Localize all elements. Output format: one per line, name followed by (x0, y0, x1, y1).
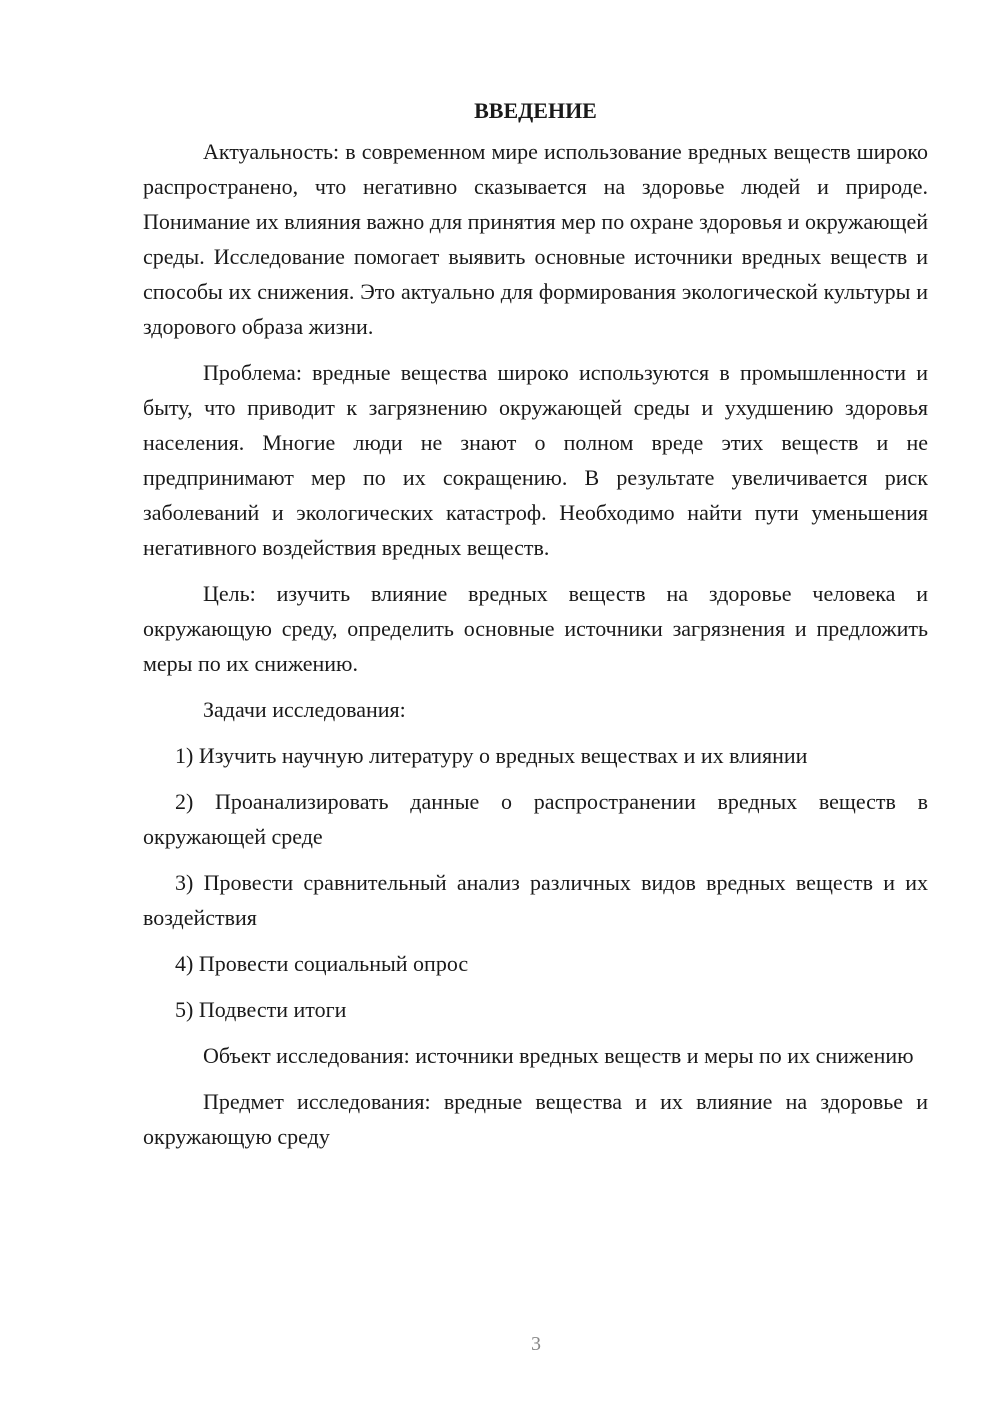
task-item: 2) Проанализировать данные о распространении вредных веществ в окружающей среде (143, 789, 928, 849)
task-item: 4) Провести социальный опрос (175, 951, 469, 976)
tasks-heading: Задачи исследования: (203, 697, 406, 722)
paragraph-goal: Цель: изучить влияние вредных веществ на здоровье человека и окружающую среду, определить основные источники загрязнения и предложить меры по их снижению. (143, 581, 928, 676)
paragraph-relevance: Актуальность: в современном мире использование вредных веществ широко распространено, что негативно сказывается на здоровье людей и природе. Понимание их влияния важно для принятия мер по охране здоровья и окружающей среды. Исследование помогает выявить основные источники вредных веществ и способы их снижения. Это актуально для формирования экологической культуры и здорового образа жизни. (143, 139, 928, 339)
section-title: ВВЕДЕНИЕ (474, 98, 597, 123)
paragraph-problem: Проблема: вредные вещества широко используются в промышленности и быту, что приводит к загрязнению окружающей среды и ухудшению здоровья населения. Многие люди не знают о полном вреде этих веществ и не предпринимают мер по их сокращению. В результате увеличивается риск заболеваний и экологических катастроф. Необходимо найти пути уменьшения негативного воздействия вредных веществ. (143, 360, 928, 560)
paragraph-subject: Предмет исследования: вредные вещества и их влияние на здоровье и окружающую среду (143, 1089, 928, 1149)
task-item: 5) Подвести итоги (175, 997, 347, 1022)
task-item: 3) Провести сравнительный анализ различных видов вредных веществ и их воздействия (143, 870, 928, 930)
task-item: 1) Изучить научную литературу о вредных веществах и их влиянии (175, 743, 808, 768)
document-page (143, 96, 928, 1165)
page-number: 3 (531, 1333, 541, 1355)
paragraph-object: Объект исследования: источники вредных веществ и меры по их снижению (203, 1043, 914, 1068)
